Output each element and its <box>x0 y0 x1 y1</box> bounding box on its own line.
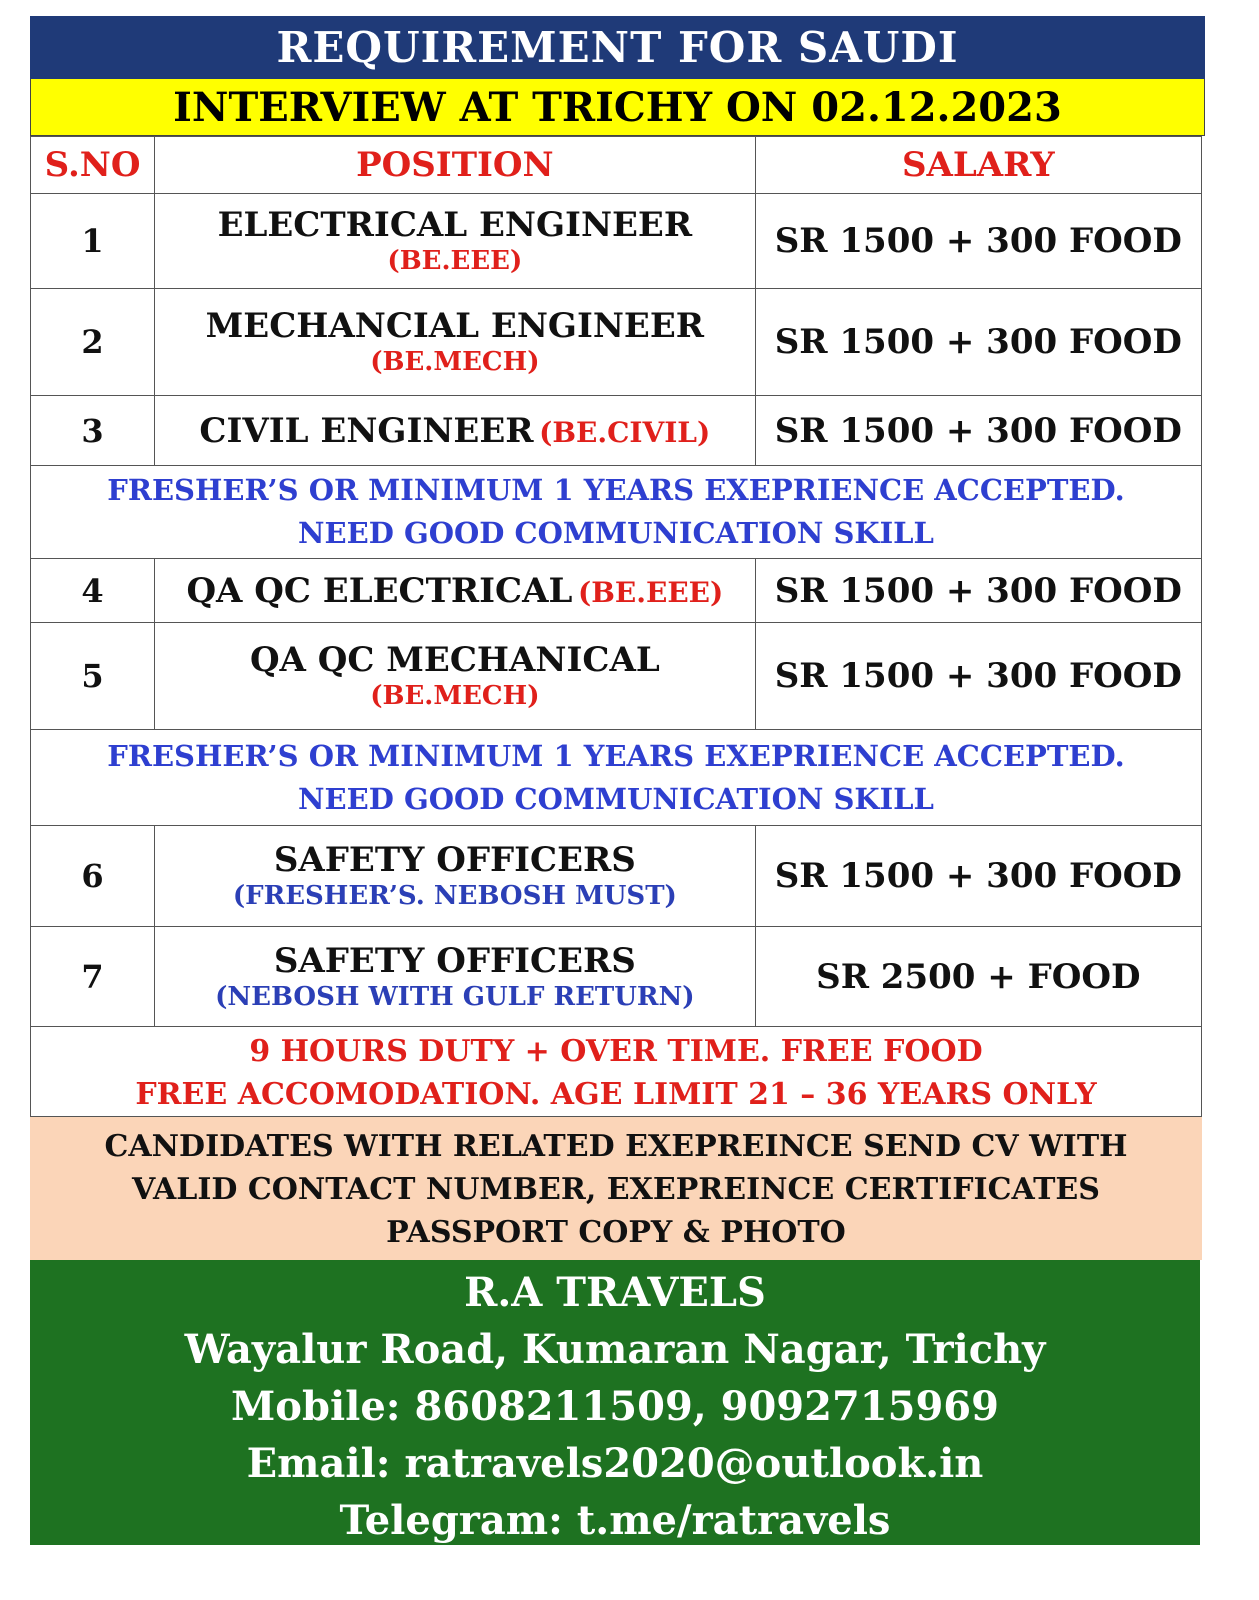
column-header-sno: S.NO <box>31 137 155 194</box>
position-qualification: (FRESHER’S. NEBOSH MUST) <box>232 881 677 911</box>
positions-table <box>30 136 1202 1027</box>
position-title: CIVIL ENGINEER <box>199 410 534 451</box>
telegram-link: Telegram: t.me/ratravels <box>339 1497 891 1544</box>
benefits-note <box>30 1027 1202 1117</box>
row-sno: 5 <box>31 623 155 730</box>
column-header-position: POSITION <box>155 137 756 194</box>
table-row <box>31 623 1202 730</box>
row-salary: SR 2500 + FOOD <box>755 927 1201 1027</box>
experience-note-line1: FRESHER’S OR MINIMUM 1 YEARS EXEPRIENCE ACCEPTED. <box>107 473 1125 507</box>
experience-note <box>31 466 1202 559</box>
position-title: SAFETY OFFICERS <box>273 940 636 981</box>
experience-note-row <box>31 730 1202 826</box>
mobile-numbers: Mobile: 8608211509, 9092715969 <box>231 1383 999 1430</box>
row-salary: SR 1500 + 300 FOOD <box>755 559 1201 623</box>
row-salary: SR 1500 + 300 FOOD <box>755 623 1201 730</box>
row-position-cell <box>155 826 756 927</box>
row-position-cell <box>155 396 756 466</box>
instructions-line3: PASSPORT COPY & PHOTO <box>386 1215 846 1250</box>
row-sno: 2 <box>31 289 155 396</box>
company-address: Wayalur Road, Kumaran Nagar, Trichy <box>184 1326 1046 1373</box>
table-row <box>31 927 1202 1027</box>
position-qualification: (BE.CIVIL) <box>539 415 711 449</box>
table-header-row <box>31 137 1202 194</box>
email-address: Email: ratravels2020@outlook.in <box>246 1440 984 1487</box>
job-poster <box>30 16 1205 1545</box>
table-row <box>31 396 1202 466</box>
position-title: QA QC ELECTRICAL <box>186 570 573 611</box>
row-position-cell <box>155 623 756 730</box>
table-row <box>31 826 1202 927</box>
position-title: QA QC MECHANICAL <box>249 640 660 680</box>
poster-title: REQUIREMENT FOR SAUDI <box>30 16 1205 79</box>
benefits-line2: FREE ACCOMODATION. AGE LIMIT 21 – 36 YEARS ONLY <box>135 1077 1097 1112</box>
position-title: ELECTRICAL ENGINEER <box>217 205 693 245</box>
table-row <box>31 289 1202 396</box>
experience-note-line2: NEED GOOD COMMUNICATION SKILL <box>298 781 934 816</box>
row-salary: SR 1500 + 300 FOOD <box>755 396 1201 466</box>
instructions-line2: VALID CONTACT NUMBER, EXEPREINCE CERTIFICATES <box>132 1172 1100 1207</box>
position-qualification: (BE.MECH) <box>370 347 540 377</box>
position-title: MECHANCIAL ENGINEER <box>205 306 705 346</box>
row-salary: SR 1500 + 300 FOOD <box>755 826 1201 927</box>
row-salary: SR 1500 + 300 FOOD <box>755 289 1201 396</box>
contact-block <box>30 1260 1200 1545</box>
position-qualification: (BE.EEE) <box>387 246 523 276</box>
experience-note-line2: NEED GOOD COMMUNICATION SKILL <box>298 516 934 550</box>
position-qualification: (BE.MECH) <box>370 681 540 711</box>
row-sno: 3 <box>31 396 155 466</box>
position-qualification: (NEBOSH WITH GULF RETURN) <box>215 981 695 1012</box>
row-position-cell <box>155 927 756 1027</box>
position-title: SAFETY OFFICERS <box>273 840 636 880</box>
row-position-cell <box>155 289 756 396</box>
row-sno: 4 <box>31 559 155 623</box>
row-sno: 6 <box>31 826 155 927</box>
experience-note-row <box>31 466 1202 559</box>
instructions-line1: CANDIDATES WITH RELATED EXEPREINCE SEND CV WITH <box>104 1129 1128 1164</box>
row-salary: SR 1500 + 300 FOOD <box>755 194 1201 289</box>
interview-banner: INTERVIEW AT TRICHY ON 02.12.2023 <box>30 79 1205 136</box>
benefits-line1: 9 HOURS DUTY + OVER TIME. FREE FOOD <box>249 1034 983 1069</box>
experience-note-line1: FRESHER’S OR MINIMUM 1 YEARS EXEPRIENCE ACCEPTED. <box>107 738 1125 773</box>
row-sno: 1 <box>31 194 155 289</box>
row-sno: 7 <box>31 927 155 1027</box>
company-name: R.A TRAVELS <box>464 1269 766 1316</box>
column-header-salary: SALARY <box>755 137 1201 194</box>
position-qualification: (BE.EEE) <box>577 575 724 609</box>
table-row <box>31 194 1202 289</box>
row-position-cell <box>155 559 756 623</box>
application-instructions <box>30 1117 1202 1260</box>
experience-note <box>31 730 1202 826</box>
table-row <box>31 559 1202 623</box>
row-position-cell <box>155 194 756 289</box>
